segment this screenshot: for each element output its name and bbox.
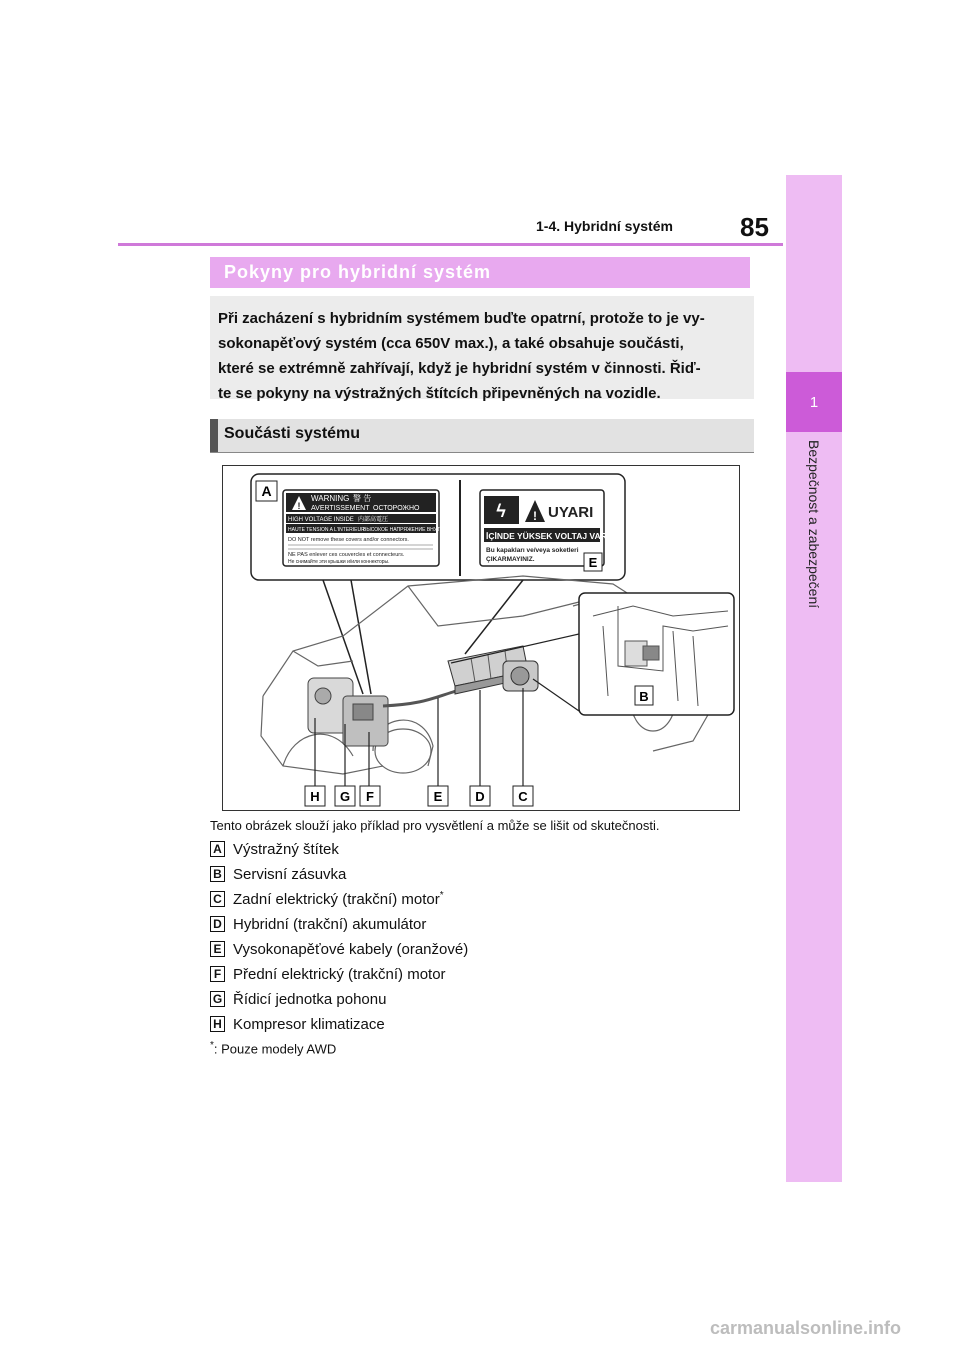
legend-text: Zadní elektrický (trakční) motor* <box>233 890 444 908</box>
svg-text:ϟ: ϟ <box>496 501 506 521</box>
chapter-number: 1 <box>786 372 842 432</box>
figure-caption: Tento obrázek slouží jako příklad pro vysvětlení a může se lišit od skutečnosti. <box>210 818 660 833</box>
marker-e <box>428 786 448 806</box>
legend-item <box>210 840 339 858</box>
main-heading: Pokyny pro hybridní systém <box>210 257 750 288</box>
svg-text:İÇİNDE YÜKSEK VOLTAJ VAR: İÇİNDE YÜKSEK VOLTAJ VAR <box>486 531 607 541</box>
section-title: 1-4. Hybridní systém <box>536 218 673 234</box>
svg-text:ОСТОРОЖНО: ОСТОРОЖНО <box>373 505 420 512</box>
legend-key: E <box>210 941 225 957</box>
warning-label-multilingual <box>283 490 447 566</box>
legend-text: Výstražný štítek <box>233 840 339 858</box>
marker-c <box>513 786 533 806</box>
watermark: carmanualsonline.info <box>710 1318 902 1338</box>
svg-text:ÇIKARMAYINIZ.: ÇIKARMAYINIZ. <box>486 556 535 563</box>
svg-text:ВЫСОКОЕ НАПРЯЖЕНИЕ ВНУТРИ: ВЫСОКОЕ НАПРЯЖЕНИЕ ВНУТРИ <box>363 527 447 533</box>
intro-line: Při zacházení s hybridním systémem buďte opatrní, protože to je vy- <box>218 310 705 327</box>
svg-text:内部高電圧: 内部高電圧 <box>358 517 389 523</box>
legend-item <box>210 890 444 908</box>
svg-text:NE PAS enlever ces couvercles: NE PAS enlever ces couvercles et connecteurs. <box>288 552 405 558</box>
svg-text:Не снимайте эти крышки и/или к: Не снимайте эти крышки и/или коннекторы. <box>288 559 390 565</box>
svg-text:D: D <box>475 789 485 804</box>
legend-item <box>210 915 426 933</box>
hybrid-system-figure <box>222 465 740 811</box>
svg-text:UYARI: UYARI <box>548 504 594 521</box>
legend-item <box>210 940 468 958</box>
svg-text:HIGH VOLTAGE INSIDE: HIGH VOLTAGE INSIDE <box>288 517 354 523</box>
svg-text:!: ! <box>533 509 537 523</box>
sub-heading-divider <box>210 452 754 453</box>
side-tab <box>786 175 842 1182</box>
rear-motor <box>503 661 538 691</box>
svg-text:AVERTISSEMENT: AVERTISSEMENT <box>311 505 370 512</box>
sub-heading: Součásti systému <box>210 419 754 452</box>
svg-text:!: ! <box>297 501 301 511</box>
marker-g <box>335 786 355 806</box>
legend-item <box>210 965 446 983</box>
legend-text: Hybridní (trakční) akumulátor <box>233 915 427 933</box>
intro-line: te se pokyny na výstražných štítcích připevněných na vozidle. <box>218 385 661 402</box>
page-number: 85 <box>740 212 769 242</box>
svg-text:E: E <box>588 555 598 570</box>
svg-text:HAUTE TENSION A L'INTERIEUR: HAUTE TENSION A L'INTERIEUR <box>288 527 365 533</box>
marker-f <box>360 786 380 806</box>
marker-d <box>470 786 490 806</box>
legend-text: Vysokonapěťové kabely (oranžové) <box>233 940 469 958</box>
svg-text:F: F <box>366 789 374 804</box>
svg-text:G: G <box>339 789 351 804</box>
legend-key: G <box>210 991 225 1007</box>
svg-text:WARNING: WARNING <box>311 494 350 503</box>
svg-text:B: B <box>639 689 649 704</box>
footnote: *: Pouze modely AWD <box>210 1040 337 1057</box>
svg-text:警 告: 警 告 <box>353 494 372 503</box>
legend-key: D <box>210 916 225 932</box>
svg-text:E: E <box>433 789 443 804</box>
intro-box <box>210 296 754 402</box>
intro-line: které se extrémně zahřívají, když je hybridní systém v činnosti. Řiď- <box>218 360 701 377</box>
legend-text: Řídicí jednotka pohonu <box>233 990 387 1008</box>
svg-text:C: C <box>518 789 528 804</box>
legend-item <box>210 1015 385 1033</box>
legend-key: H <box>210 1016 225 1032</box>
legend-key: B <box>210 866 225 882</box>
legend-key: F <box>210 966 225 982</box>
legend-text: Kompresor klimatizace <box>233 1015 385 1033</box>
svg-text:H: H <box>310 789 320 804</box>
marker-a-text: A <box>261 483 272 499</box>
svg-text:DO NOT remove these covers and: DO NOT remove these covers and/or connectors. <box>288 537 409 543</box>
intro-line: sokonapěťový systém (cca 650V max.), a také obsahuje součásti, <box>218 335 684 352</box>
legend-text: Přední elektrický (trakční) motor <box>233 965 446 983</box>
legend-key: C <box>210 891 225 907</box>
marker-h <box>305 786 325 806</box>
svg-text:Bu kapakları ve/veya soketleri: Bu kapakları ve/veya soketleri <box>486 547 579 554</box>
legend-item <box>210 865 346 883</box>
legend-text: Servisní zásuvka <box>233 865 347 883</box>
legend-key: A <box>210 841 225 857</box>
engine-compartment <box>308 678 388 746</box>
legend-item <box>210 990 386 1008</box>
footnote-mark: * <box>439 890 444 901</box>
chapter-title: Bezpečnost a zabezpečení <box>806 440 822 609</box>
header-divider <box>118 243 783 246</box>
